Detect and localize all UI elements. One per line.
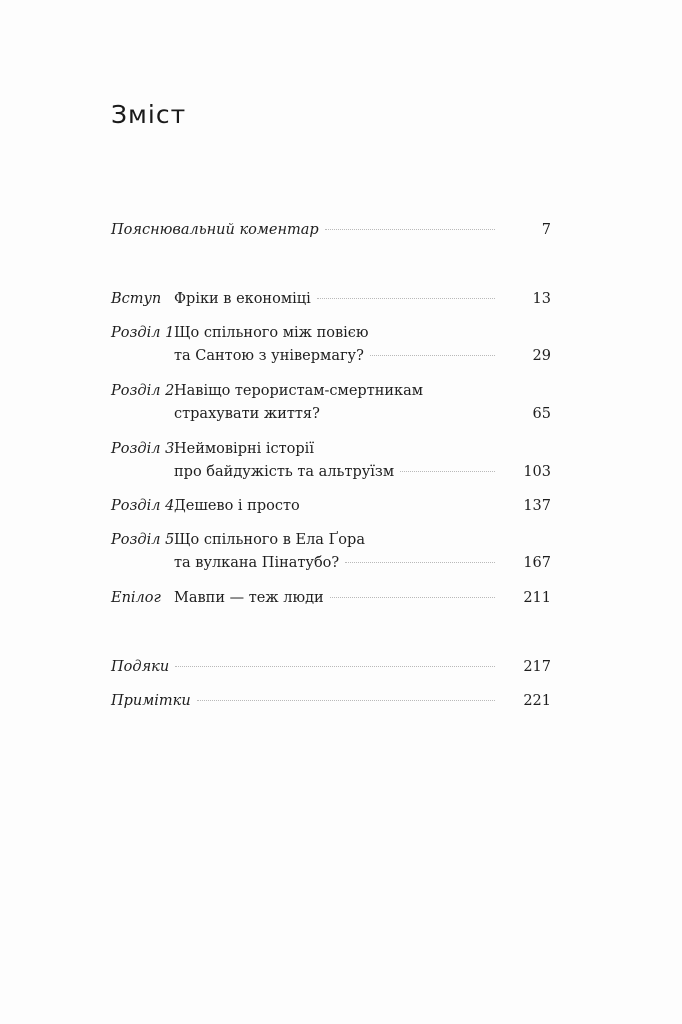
entry-title: Пояснювальний коментар — [111, 222, 319, 238]
page-number: 221 — [523, 693, 551, 709]
dot-leader — [370, 354, 495, 356]
dot-leader — [325, 228, 495, 230]
toc-entry-chapter-1[interactable] — [111, 322, 551, 368]
toc-entry-acknowledgements[interactable] — [111, 656, 551, 679]
chapter-label: Розділ 3 — [111, 441, 175, 457]
entry-title-line-2: та вулкана Пінатубо? — [174, 555, 340, 571]
entry-title: Мавпи — теж люди — [174, 590, 324, 606]
dot-leader — [326, 412, 495, 414]
entry-title-line-1: Що спільного в Ела Ґора — [174, 532, 365, 548]
toc-entry-epilogue[interactable] — [111, 587, 551, 610]
entry-title: Дешево і просто — [174, 498, 300, 514]
entry-title: Подяки — [111, 659, 170, 675]
page-number: 103 — [523, 464, 551, 480]
page-number: 137 — [523, 498, 551, 514]
chapter-label: Розділ 5 — [111, 532, 175, 548]
dot-leader — [330, 596, 495, 598]
page-number: 217 — [523, 659, 551, 675]
page-number: 211 — [523, 590, 551, 606]
dot-leader — [306, 504, 495, 506]
toc-entry-foreword[interactable] — [111, 219, 551, 242]
toc-entry-chapter-2[interactable] — [111, 380, 551, 426]
dot-leader — [400, 470, 495, 472]
dot-leader — [317, 297, 495, 299]
entry-title-line-1: Неймовірні історії — [174, 441, 314, 457]
entry-title-line-2: про байдужість та альтруїзм — [174, 464, 395, 480]
entry-title-line-2: страхувати життя? — [174, 406, 320, 422]
chapter-label: Розділ 2 — [111, 383, 175, 399]
page-number: 29 — [532, 348, 551, 364]
toc-entry-intro[interactable] — [111, 288, 551, 311]
toc-entry-chapter-4[interactable] — [111, 495, 551, 518]
page-number: 13 — [532, 291, 551, 307]
page-title: Зміст — [111, 100, 187, 129]
toc-entry-notes[interactable] — [111, 690, 551, 713]
page-number: 65 — [532, 406, 551, 422]
chapter-label: Епілог — [111, 590, 161, 606]
toc-entry-chapter-5[interactable] — [111, 529, 551, 575]
entry-title: Примітки — [111, 693, 191, 709]
dot-leader — [197, 699, 495, 701]
entry-title-line-1: Навіщо терористам-смертникам — [174, 383, 424, 399]
dot-leader — [175, 665, 495, 667]
entry-title-line-2: та Сантою з універмагу? — [174, 348, 364, 364]
page-number: 167 — [523, 555, 551, 571]
page-number: 7 — [541, 222, 551, 238]
chapter-label: Розділ 1 — [111, 325, 175, 341]
toc-entry-chapter-3[interactable] — [111, 438, 551, 484]
dot-leader — [345, 561, 495, 563]
entry-title: Фріки в економіці — [174, 291, 311, 307]
chapter-label: Вступ — [111, 291, 162, 307]
entry-title-line-1: Що спільного між повією — [174, 325, 369, 341]
chapter-label: Розділ 4 — [111, 498, 175, 514]
